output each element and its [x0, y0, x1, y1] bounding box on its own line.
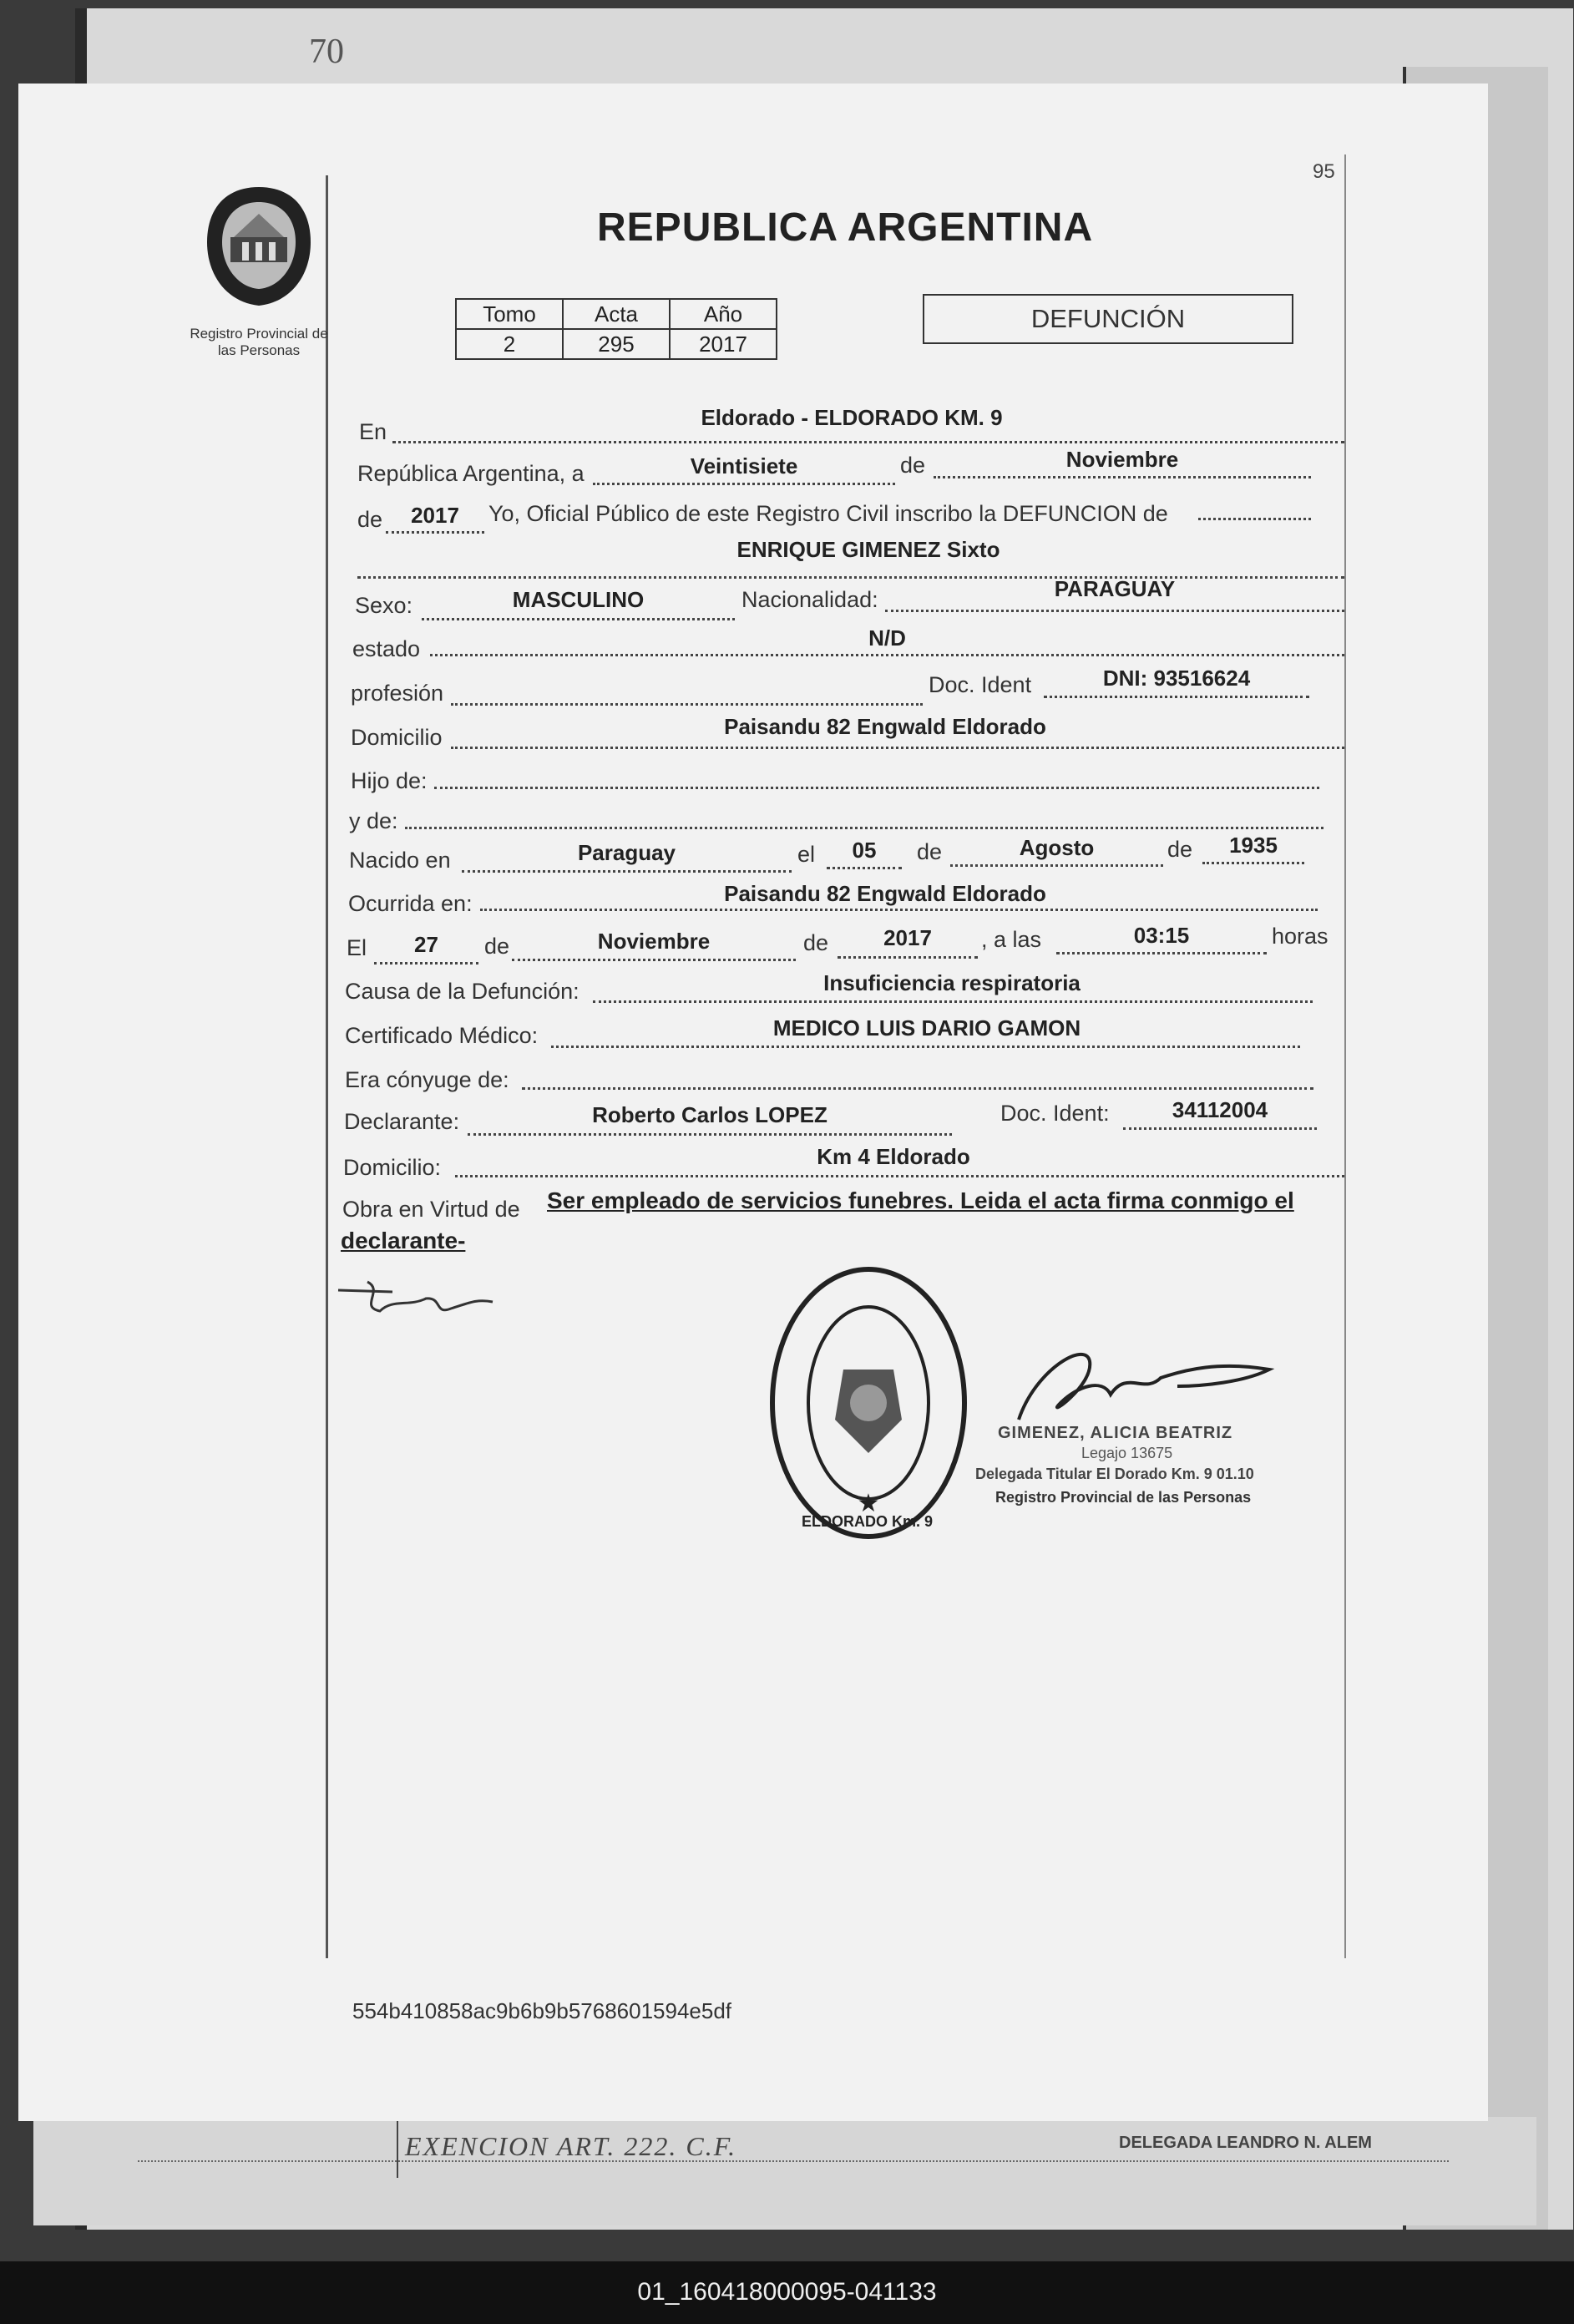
declarant-signature-icon — [334, 1273, 501, 1324]
scan-footer-id: 01_160418000095-041133 — [637, 2278, 937, 2306]
doc2-line — [1123, 1127, 1317, 1130]
profesion-line — [451, 703, 923, 706]
de-label-2: de — [357, 507, 383, 532]
de-label-5: de — [484, 934, 510, 959]
obra-label: Obra en Virtud de — [342, 1197, 520, 1222]
declarante-label: Declarante: — [344, 1109, 460, 1134]
svg-text:★: ★ — [857, 1490, 880, 1517]
ocurrida-line — [480, 909, 1318, 911]
domicilio-line — [451, 747, 1344, 749]
causa-value: Insuficiencia respiratoria — [823, 970, 1081, 995]
mes-line — [934, 476, 1311, 478]
official-signature-icon — [1010, 1336, 1286, 1436]
el-label: el — [797, 842, 816, 867]
lower-stamp-text: DELEGADA LEANDRO N. ALEM — [1119, 2134, 1372, 2152]
de-label-1: de — [900, 453, 926, 478]
certificate-type-box: DEFUNCIÓN — [923, 294, 1293, 344]
causa-line — [593, 1000, 1313, 1003]
def-anio-line — [838, 956, 978, 959]
lower-dotted-line — [138, 2160, 1449, 2162]
document-hash: 554b410858ac9b6b9b5768601594e5df — [352, 1998, 732, 2023]
nacido-value: Paraguay — [577, 840, 676, 865]
nacido-label: Nacido en — [349, 848, 451, 873]
exencion-handwritten: EXENCION ART. 222. C.F. — [405, 2131, 737, 2161]
official-role: Delegada Titular El Dorado Km. 9 01.10 — [975, 1466, 1254, 1482]
lower-divider — [397, 2121, 398, 2178]
en-label: En — [359, 419, 387, 444]
acta-label: Acta — [563, 299, 670, 329]
de-label-4: de — [1167, 837, 1193, 862]
sexo-line — [422, 618, 735, 620]
nac-anio-line — [1202, 862, 1304, 864]
official-registry: Registro Provincial de las Personas — [995, 1489, 1252, 1506]
dia-value: Veintisiete — [690, 453, 798, 478]
yde-line — [405, 827, 1323, 829]
registry-name — [175, 326, 342, 359]
de-label-6: de — [803, 930, 829, 955]
nac-dia-value: 05 — [852, 838, 877, 863]
page-number: 95 — [1313, 160, 1335, 183]
doc-label: Doc. Ident — [929, 672, 1032, 697]
republica-label: República Argentina, a — [357, 461, 585, 486]
round-stamp-place: ELDORADO Km. 9 — [802, 1513, 934, 1530]
hijo-line — [434, 787, 1319, 789]
official-legajo: Legajo 13675 — [1081, 1445, 1173, 1461]
ocurrida-label: Ocurrida en: — [348, 891, 473, 916]
official-name: GIMENEZ, ALICIA BEATRIZ — [998, 1424, 1233, 1442]
domicilio2-label: Domicilio: — [343, 1155, 442, 1180]
conyuge-label: Era cónyuge de: — [345, 1067, 509, 1092]
obra-value: Ser empleado de servicios funebres. Leida el acta firma conmigo el — [547, 1187, 1294, 1213]
declarante-line — [468, 1133, 952, 1136]
alas-label: , a las — [981, 927, 1042, 952]
en-value: Eldorado - ELDORADO KM. 9 — [701, 405, 1003, 430]
left-margin-line — [326, 175, 328, 1958]
declarante-value: Roberto Carlos LOPEZ — [592, 1102, 827, 1127]
sexo-value: MASCULINO — [512, 587, 645, 612]
doc-value: DNI: 93516624 — [1102, 666, 1251, 691]
de-label-3: de — [917, 839, 943, 864]
causa-label: Causa de la Defunción: — [345, 979, 579, 1004]
def-anio-value: 2017 — [883, 925, 932, 950]
tomo-label: Tomo — [456, 299, 563, 329]
doc2-value: 34112004 — [1172, 1097, 1268, 1122]
yo-line — [1198, 518, 1311, 520]
right-margin-line — [1344, 154, 1346, 1958]
domicilio2-line — [455, 1175, 1344, 1177]
profesion-label: profesión — [351, 681, 444, 706]
def-mes-value: Noviembre — [597, 929, 711, 954]
nac-anio-value: 1935 — [1229, 833, 1278, 858]
doc2-label: Doc. Ident: — [1000, 1101, 1110, 1126]
doc-line — [1044, 696, 1309, 698]
nombre-value: ENRIQUE GIMENEZ Sixto — [736, 537, 1000, 562]
def-mes-line — [512, 959, 796, 961]
anio-line — [386, 531, 484, 534]
acta-value: 295 — [563, 329, 670, 359]
mes-value: Noviembre — [1065, 447, 1179, 472]
nacionalidad-line — [885, 610, 1344, 612]
yde-label: y de: — [349, 808, 398, 833]
anio-label: Año — [670, 299, 777, 329]
nac-mes-line — [950, 864, 1163, 867]
conyuge-line — [522, 1087, 1313, 1090]
hijo-label: Hijo de: — [351, 768, 428, 793]
certificado-line — [551, 1046, 1300, 1048]
tomo-acta-table — [455, 298, 777, 360]
nac-dia-line — [827, 867, 902, 869]
def-dia-line — [374, 962, 478, 965]
registry-line-1: Registro Provincial de — [190, 326, 328, 342]
estado-value: N/D — [868, 625, 906, 651]
nacido-line — [462, 870, 792, 873]
def-hora-line — [1056, 952, 1267, 954]
provincial-seal-icon — [200, 184, 317, 309]
domicilio-label: Domicilio — [351, 725, 443, 750]
registry-line-2: las Personas — [217, 342, 301, 358]
yo-label: Yo, Oficial Público de este Registro Civil inscribo la DEFUNCION de — [488, 501, 1168, 526]
estado-label: estado — [352, 636, 421, 661]
tomo-value: 2 — [456, 329, 563, 359]
anio-value: 2017 — [411, 503, 459, 528]
certificado-value: MEDICO LUIS DARIO GAMON — [772, 1015, 1081, 1040]
nacionalidad-label: Nacionalidad: — [741, 587, 878, 612]
el-label-2: El — [347, 935, 367, 960]
certificado-label: Certificado Médico: — [345, 1023, 539, 1048]
domicilio-value: Paisandu 82 Engwald Eldorado — [724, 714, 1046, 739]
sexo-label: Sexo: — [355, 593, 413, 618]
def-hora-value: 03:15 — [1133, 923, 1190, 948]
back-page-number: 70 — [309, 33, 344, 71]
en-line — [392, 441, 1344, 443]
obra-value-cont: declarante- — [341, 1228, 466, 1253]
def-dia-value: 27 — [414, 932, 438, 957]
nac-mes-value: Agosto — [1019, 835, 1095, 860]
estado-line — [430, 654, 1344, 656]
domicilio2-value: Km 4 Eldorado — [817, 1144, 970, 1169]
horas-label: horas — [1272, 924, 1329, 949]
document-title: REPUBLICA ARGENTINA — [597, 205, 1094, 250]
round-stamp-icon — [764, 1261, 977, 1545]
ocurrida-value: Paisandu 82 Engwald Eldorado — [724, 881, 1046, 906]
anio-value: 2017 — [670, 329, 777, 359]
nacionalidad-value: PARAGUAY — [1054, 576, 1176, 601]
dia-line — [593, 483, 895, 485]
